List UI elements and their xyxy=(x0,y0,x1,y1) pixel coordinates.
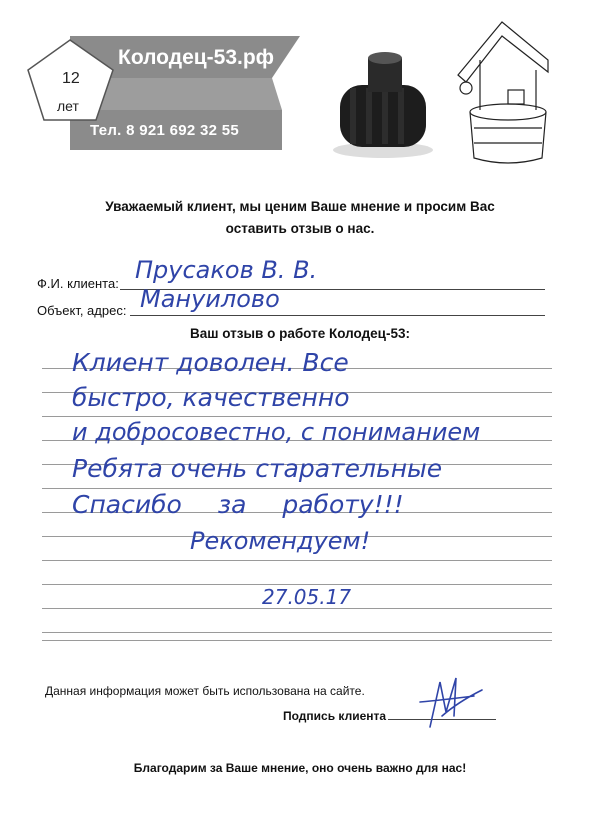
review-line-4: Ребята очень старательные xyxy=(72,454,443,483)
object-address-underline xyxy=(130,315,545,316)
ruled-line xyxy=(42,632,552,633)
review-line-5: Спасибо за работу!!! xyxy=(72,490,404,519)
ruled-line xyxy=(42,560,552,561)
disclaimer: Данная информация может быть использована на сайте. xyxy=(45,684,365,698)
ruled-line xyxy=(42,416,552,417)
phone-number: Тел. 8 921 692 32 55 xyxy=(90,122,240,139)
review-line-1: Клиент доволен. Все xyxy=(72,348,349,377)
years-number: 12 xyxy=(62,70,80,87)
review-date: 27.05.17 xyxy=(262,585,352,609)
review-title: Ваш отзыв о работе Колодец-53: xyxy=(190,326,410,341)
ruled-line xyxy=(42,488,552,489)
intro-line-2: оставить отзыв о нас. xyxy=(225,221,375,236)
ruled-line xyxy=(42,640,552,641)
object-address-label: Объект, адрес: xyxy=(37,303,127,318)
review-line-3: и добросовестно, с пониманием xyxy=(72,418,481,446)
septic-tank-image xyxy=(333,52,433,158)
years-unit: лет xyxy=(57,98,79,114)
header-banner xyxy=(0,0,600,175)
review-line-2: быстро, качественно xyxy=(72,383,350,412)
client-name-value: Прусаков В. В. xyxy=(135,256,318,284)
thanks-message: Благодарим за Ваше мнение, оно очень важно для нас! xyxy=(133,761,467,775)
review-line-6: Рекомендуем! xyxy=(190,527,371,555)
signature-label: Подпись клиента xyxy=(283,709,387,723)
intro-line-1: Уважаемый клиент, мы ценим Ваше мнение и просим Вас xyxy=(105,199,495,214)
client-name-label: Ф.И. клиента: xyxy=(37,276,119,291)
object-address-value: Мануилово xyxy=(140,285,280,313)
client-signature xyxy=(412,672,492,732)
brand-name: Колодец-53.рф xyxy=(118,46,275,69)
